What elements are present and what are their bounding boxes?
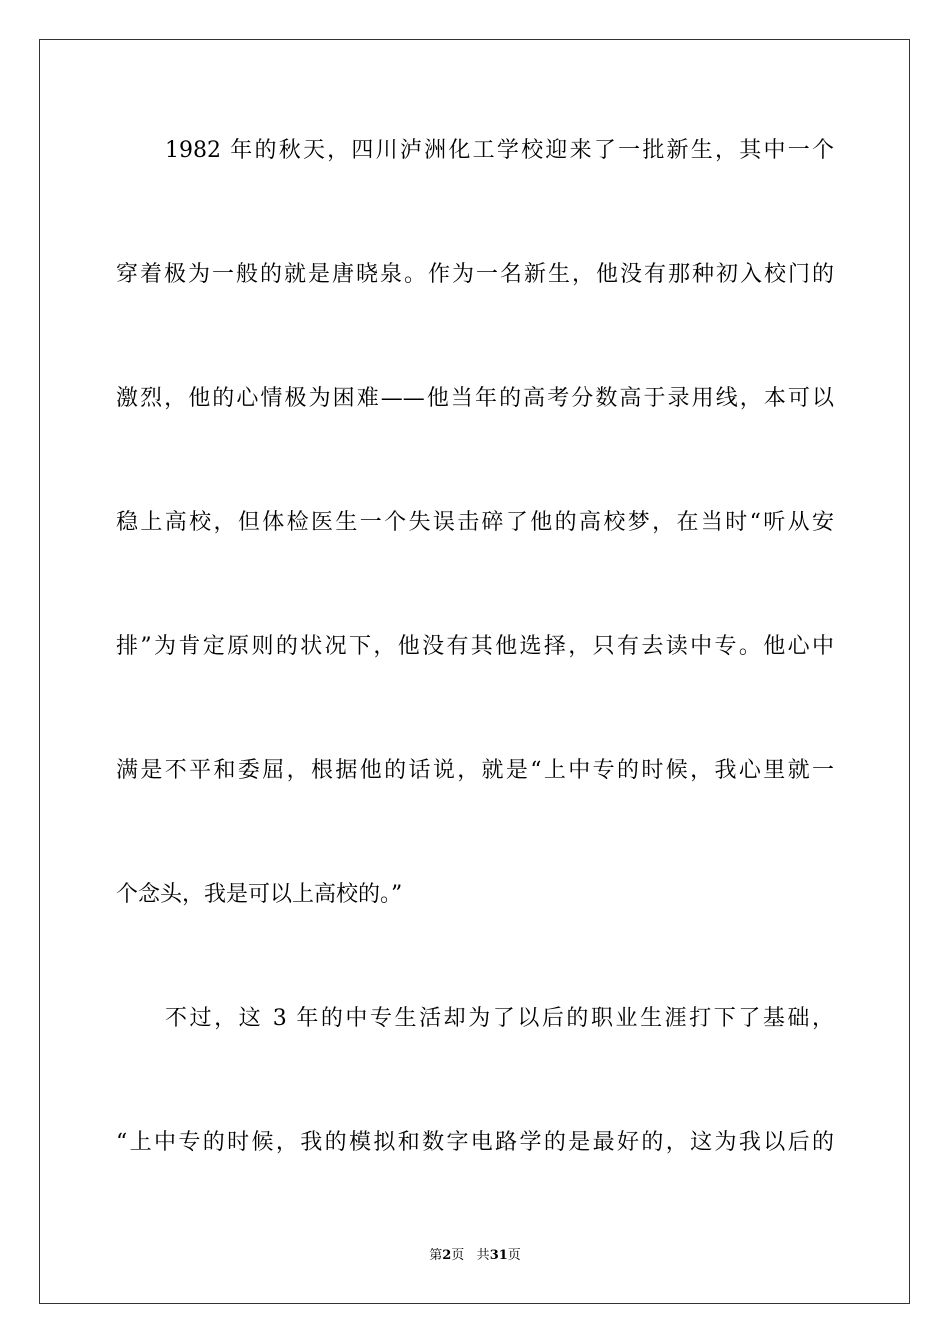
page-border [39,39,910,1304]
page-suffix: 页 [451,1248,465,1263]
text-line: “上中专的时候，我的模拟和数字电路学的是最好的，这为我以后的 [116,1130,834,1155]
text-line: 不过，这 3 年的中专生活却为了以后的职业生涯打下了基础， [165,1006,834,1031]
text-line: 排”为肯定原则的状况下，他没有其他选择，只有去读中专。他心中 [116,634,834,659]
text-line: 穿着极为一般的就是唐晓泉。作为一名新生，他没有那种初入校门的 [116,262,834,287]
text-line: 1982 年的秋天，四川泸洲化工学校迎来了一批新生，其中一个 [165,138,834,163]
total-prefix: 共 [476,1248,490,1263]
page-footer [0,1248,950,1264]
text-line: 稳上高校，但体检医生一个失误击碎了他的高校梦，在当时“听从安 [116,510,834,535]
total-suffix: 页 [507,1248,521,1263]
page-prefix: 第 [429,1248,443,1263]
text-line: 激烈，他的心情极为困难——他当年的高考分数高于录用线，本可以 [116,386,834,411]
text-line: 满是不平和委屈，根据他的话说，就是“上中专的时候，我心里就一 [116,758,834,783]
text-line: 个念头，我是可以上高校的。” [116,882,403,907]
page-number: 2 [442,1248,452,1263]
total-pages: 31 [489,1248,508,1263]
